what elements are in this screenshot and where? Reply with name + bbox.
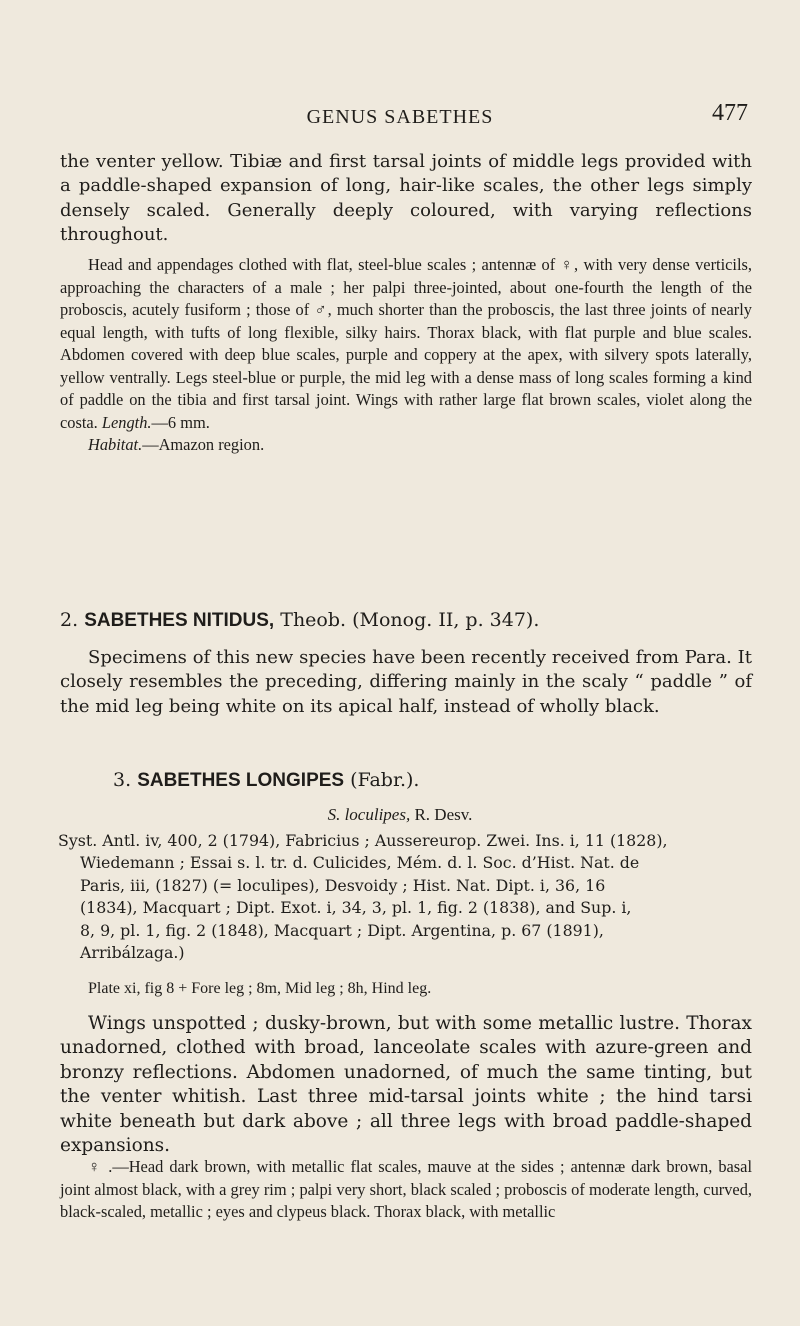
species3-paragraph — [60, 1012, 752, 1158]
length-value: —6 mm. — [151, 412, 210, 432]
description-text — [60, 254, 752, 434]
length-label: Length. — [101, 412, 152, 432]
species3-number: 3. — [113, 769, 132, 791]
page-number: 477 — [712, 100, 748, 126]
intro-text: the venter yellow. Tibiæ and first tarsal joints of middle legs provided with a paddle-shaped expansion of long, hair-like scales, the other legs simply densely scaled. Generally deeply coloured, with varying reflections throughout. — [60, 151, 752, 245]
reference-line: 8, 9, pl. 1, fig. 2 (1848), Macquart ; Dipt. Argentina, p. 67 (1891), — [80, 920, 604, 940]
reference-line: (1834), Macquart ; Dipt. Exot. i, 34, 3, pl. 1, fig. 2 (1838), and Sup. i, — [80, 898, 632, 918]
synonym-name: S. loculipes, — [327, 805, 411, 824]
species2-heading — [60, 609, 752, 632]
running-header — [0, 96, 800, 136]
habitat-line — [60, 434, 752, 457]
plate-text: Plate xi, fig 8 + Fore leg ; 8m, Mid leg ; 8h, Hind leg. — [88, 980, 432, 997]
species2-citation: Theob. (Monog. II, p. 347). — [280, 609, 540, 631]
reference-line: Wiedemann ; Essai s. l. tr. d. Culicides, Mém. d. l. Soc. d’Hist. Nat. de — [80, 853, 640, 873]
description-body: Head and appendages clothed with flat, steel-blue scales ; antennæ of ♀, with very dense verticils, approaching the characters of a male ; her palpi three-jointed, about one-fourth the length of the proboscis, acutely fusiform ; those of ♂, much shorter than the proboscis, the last three joints of nearly equal length, with tufts of long flexible, silky hairs. Thorax black, with flat purple and blue scales. Abdomen covered with deep blue scales, purple and coppery at the apex, with silvery spots laterally, yellow ventrally. Legs steel-blue or purple, the mid leg with a dense mass of long scales forming a kind of paddle on the tibia and first tarsal joint. Wings with rather large flat brown scales, violet along the costa. — [60, 255, 752, 432]
species2-text: Specimens of this new species have been recently received from Para. It closely resembles the preceding, differing mainly in the scaly “ paddle ” of the mid leg being white on its apical half, instead of wholly black. — [60, 647, 752, 717]
species2-paragraph — [60, 646, 752, 719]
species2-number: 2. — [60, 609, 79, 631]
reference-line: Paris, iii, (1827) (= loculipes), Desvoidy ; Hist. Nat. Dipt. i, 36, 16 — [80, 875, 606, 895]
synonym-line — [0, 805, 800, 825]
plate-line — [60, 978, 752, 1001]
species3-heading — [113, 769, 800, 792]
reference-line: Syst. Antl. iv, 400, 2 (1794), Fabricius ; Aussereurop. Zwei. Ins. i, 11 (1828), — [58, 831, 668, 850]
running-title: GENUS SABETHES — [306, 106, 494, 128]
female-text: ♀ .—Head dark brown, with metallic flat scales, mauve at the sides ; antennæ dark brown, basal joint almost black, with a grey rim ; palpi very short, black scaled ; proboscis of moderate length, curved, black-scaled, metallic ; eyes and clypeus black. Thorax black, with metallic — [60, 1157, 752, 1221]
reference-line: Arribálzaga.) — [80, 943, 185, 963]
species3-name: SABETHES LONGIPES — [137, 770, 345, 791]
species3-text: Wings unspotted ; dusky-brown, but with some metallic lustre. Thorax unadorned, clothed with broad, lanceolate scales with azure-green and bronzy reflections. Abdomen unadorned, of much the same tinting, but the venter whitish. Last three mid-tarsal joints white ; the hind tarsi white beneath but dark above ; all three legs with broad paddle-shaped expansions. — [60, 1013, 752, 1157]
description-paragraph — [60, 254, 752, 457]
habitat-label: Habitat. — [88, 435, 143, 454]
references-block — [58, 830, 750, 964]
intro-paragraph — [60, 150, 752, 247]
habitat-value: —Amazon region. — [142, 435, 265, 454]
species3-author: (Fabr.). — [350, 769, 420, 791]
synonym-author: R. Desv. — [414, 805, 473, 824]
species2-name: SABETHES NITIDUS, — [84, 610, 275, 631]
female-paragraph — [60, 1156, 752, 1224]
